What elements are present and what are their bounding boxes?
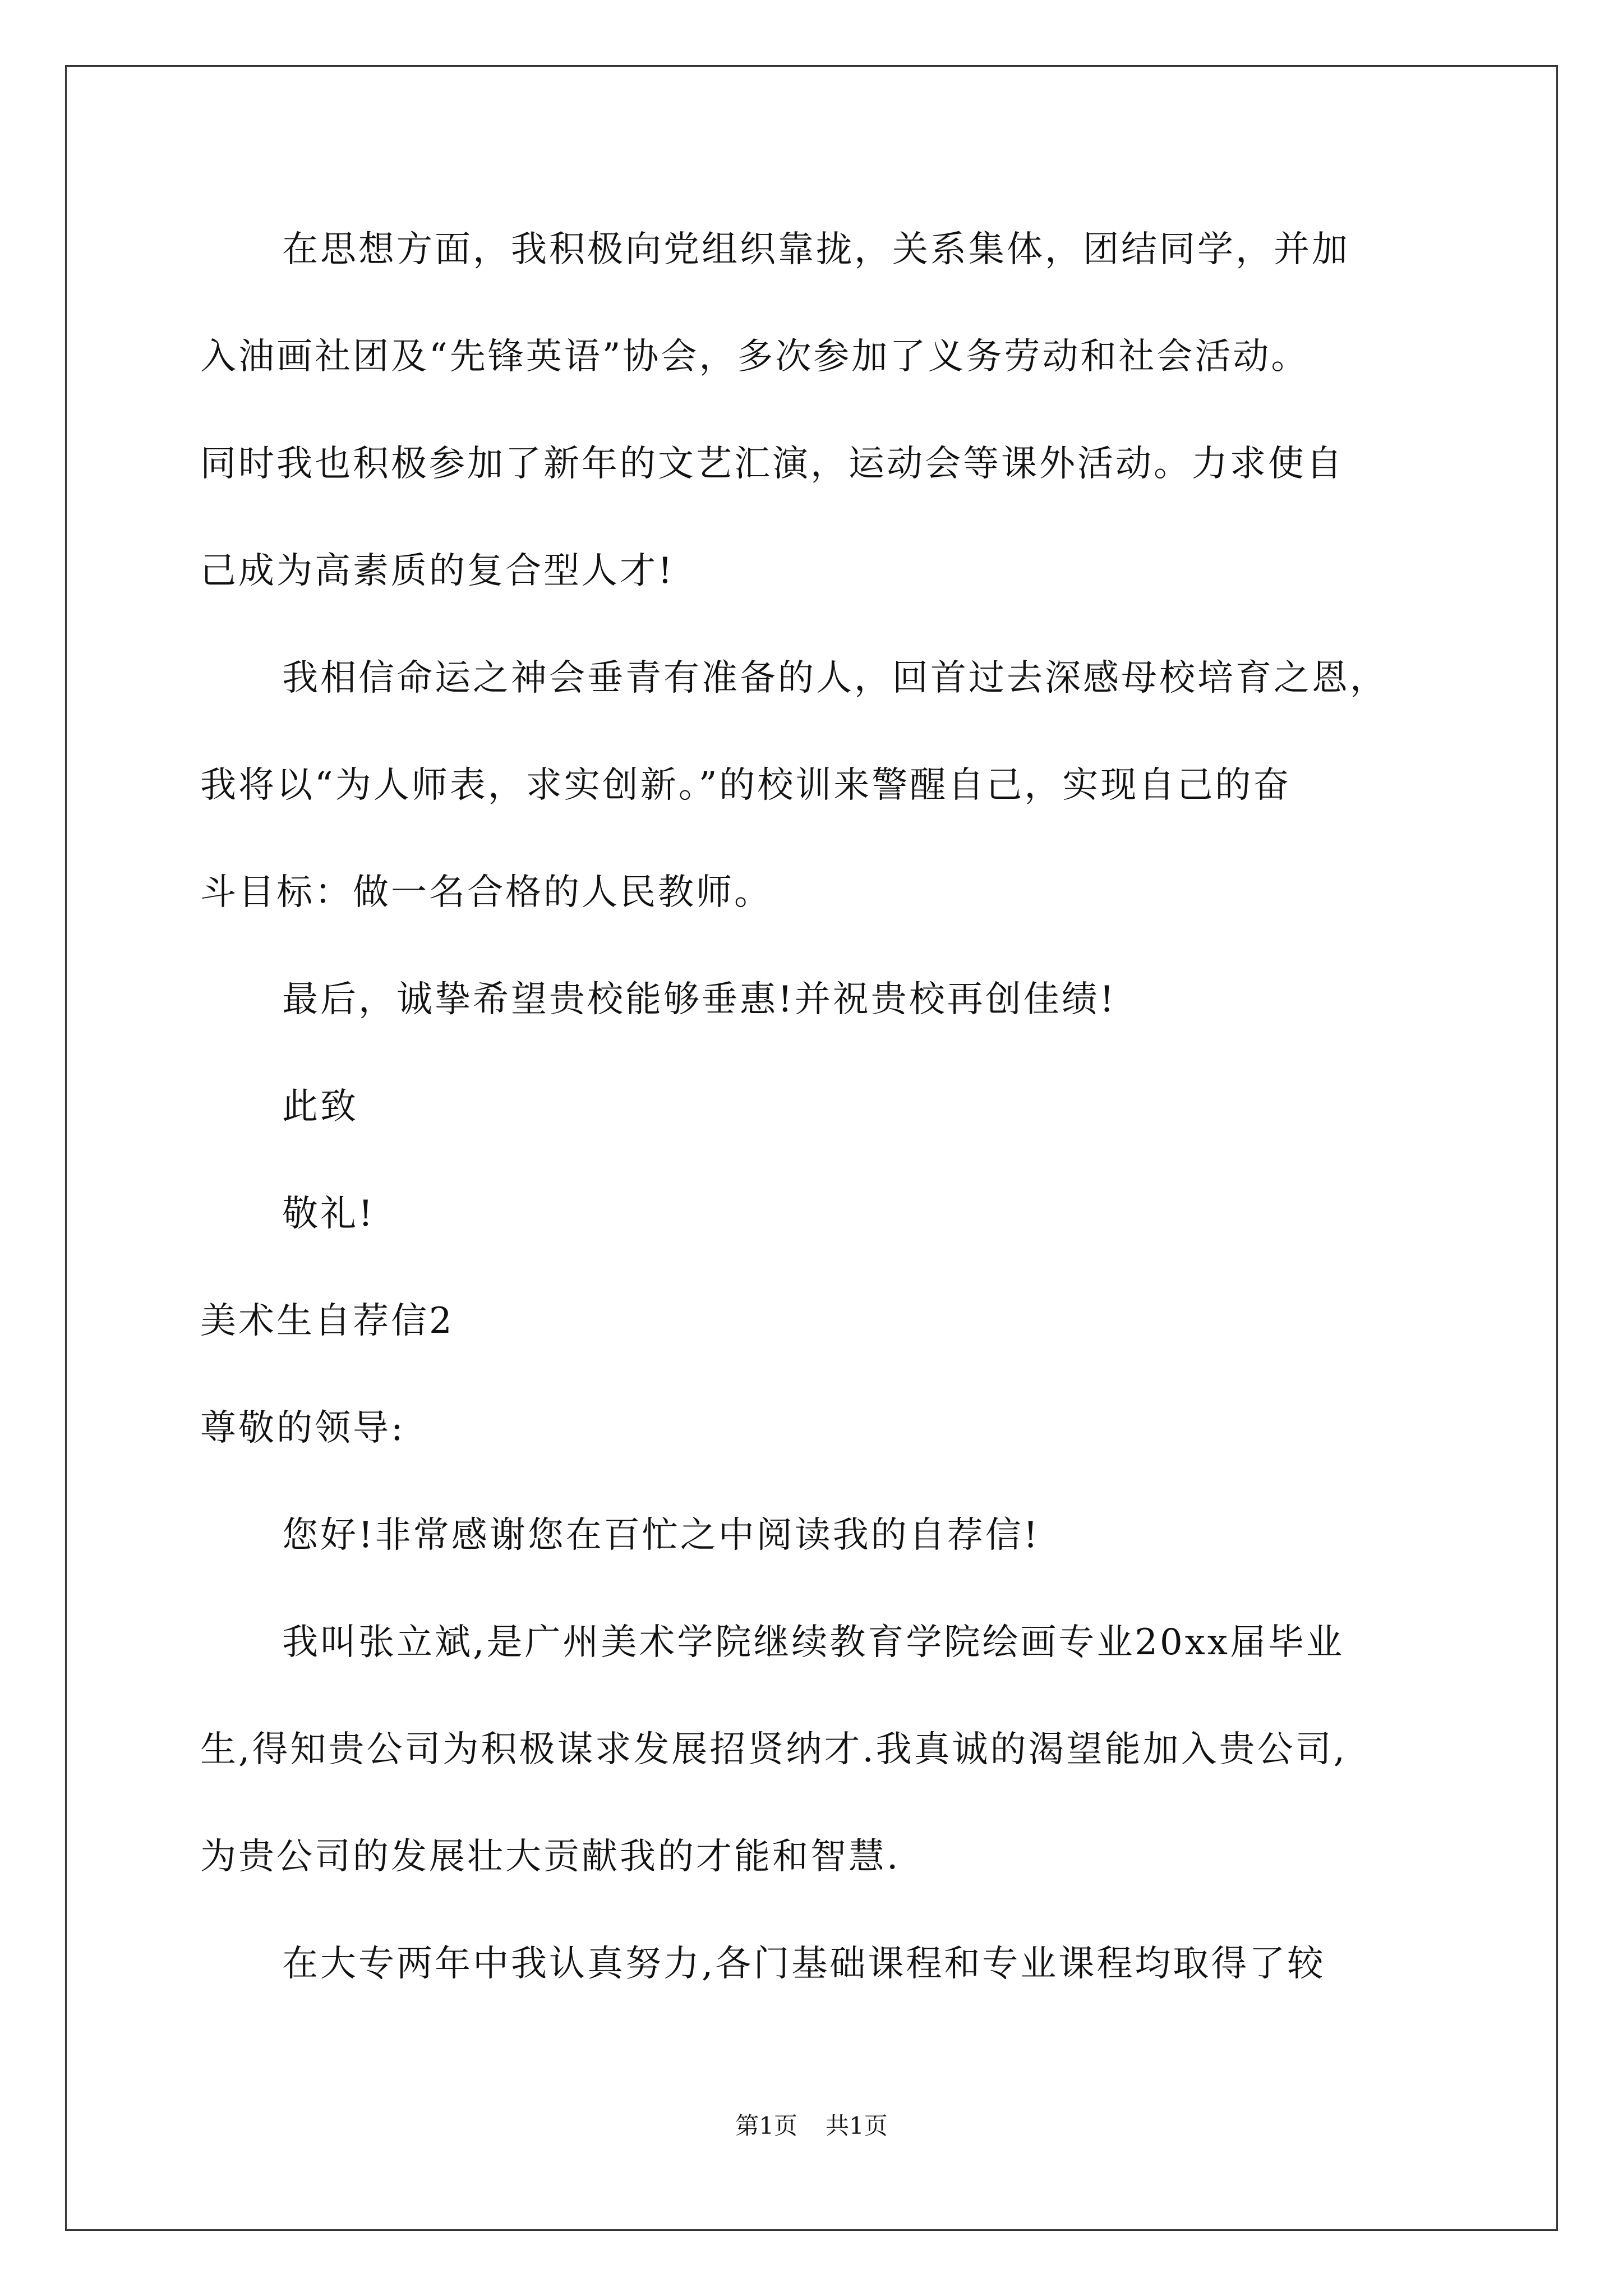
paragraph-line: 入油画社团及“先锋英语”协会，多次参加了义务劳动和社会活动。 <box>200 336 1310 378</box>
page-border <box>65 65 1558 2231</box>
paragraph-line: 最后，诚挚希望贵校能够垂惠!并祝贵校再创佳绩! <box>282 979 1117 1020</box>
closing-salutation: 此致 <box>282 1086 358 1128</box>
page-number-total: 共1页 <box>826 2112 888 2139</box>
page-footer <box>0 2112 1623 2140</box>
page-number-current: 第1页 <box>735 2112 797 2139</box>
greeting: 尊敬的领导: <box>200 1407 405 1449</box>
paragraph-line: 生,得知贵公司为积极谋求发展招贤纳才.我真诚的渴望能加入贵公司, <box>200 1729 1348 1770</box>
section-title: 美术生自荐信2 <box>200 1300 454 1342</box>
paragraph-line: 我叫张立斌,是广州美术学院继续教育学院绘画专业20xx届毕业 <box>282 1622 1344 1663</box>
paragraph-line: 您好!非常感谢您在百忙之中阅读我的自荐信! <box>282 1515 1040 1556</box>
paragraph-line: 我将以“为人师表，求实创新。”的校训来警醒自己，实现自己的奋 <box>200 765 1292 806</box>
paragraph-line: 己成为高素质的复合型人才! <box>200 550 675 592</box>
paragraph-line: 同时我也积极参加了新年的文艺汇演，运动会等课外活动。力求使自 <box>200 443 1344 485</box>
paragraph-line: 在大专两年中我认真努力,各门基础课程和专业课程均取得了较 <box>282 1943 1326 1985</box>
paragraph-line: 斗目标：做一名合格的人民教师。 <box>200 872 772 913</box>
paragraph-line: 为贵公司的发展壮大贡献我的才能和智慧. <box>200 1836 901 1878</box>
paragraph-line: 在思想方面，我积极向党组织靠拢，关系集体，团结同学，并加 <box>282 229 1350 270</box>
closing-salutation: 敬礼! <box>282 1193 375 1235</box>
paragraph-line: 我相信命运之神会垂青有准备的人，回首过去深感母校培育之恩， <box>282 657 1388 699</box>
